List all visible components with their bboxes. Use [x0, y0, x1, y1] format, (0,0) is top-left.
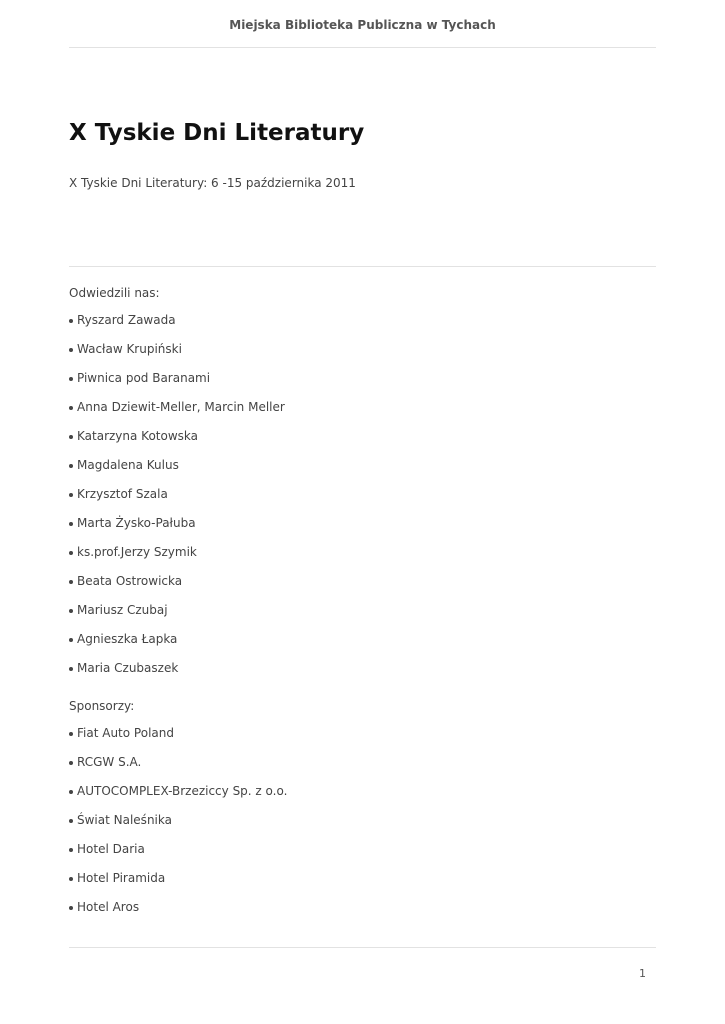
list-item: Anna Dziewit-Meller, Marcin Meller	[69, 399, 656, 415]
list-item: Marta Żysko-Pałuba	[69, 515, 656, 531]
list-item: Hotel Daria	[69, 841, 656, 857]
list-item: Maria Czubaszek	[69, 660, 656, 676]
list-item: RCGW S.A.	[69, 754, 656, 770]
list-item: Hotel Aros	[69, 899, 656, 915]
list-item: AUTOCOMPLEX-Brzeziccy Sp. z o.o.	[69, 783, 656, 799]
list-item: Mariusz Czubaj	[69, 602, 656, 618]
list-item: Magdalena Kulus	[69, 457, 656, 473]
sponsors-list	[69, 725, 656, 915]
article-subtitle: X Tyskie Dni Literatury: 6 -15 października 2011	[69, 176, 356, 190]
footer-divider	[69, 947, 656, 948]
page-title: X Tyskie Dni Literatury	[69, 120, 365, 146]
sponsors-label: Sponsorzy:	[69, 699, 135, 713]
list-item: Piwnica pod Baranami	[69, 370, 656, 386]
list-item: Fiat Auto Poland	[69, 725, 656, 741]
list-item: Wacław Krupiński	[69, 341, 656, 357]
list-item: Hotel Piramida	[69, 870, 656, 886]
list-item: ks.prof.Jerzy Szymik	[69, 544, 656, 560]
list-item: Świat Naleśnika	[69, 812, 656, 828]
list-item: Agnieszka Łapka	[69, 631, 656, 647]
visitors-list	[69, 312, 656, 676]
list-item: Krzysztof Szala	[69, 486, 656, 502]
site-name: Miejska Biblioteka Publiczna w Tychach	[229, 18, 496, 32]
header-divider	[69, 47, 656, 48]
list-item: Katarzyna Kotowska	[69, 428, 656, 444]
visitors-label: Odwiedzili nas:	[69, 286, 160, 300]
list-item: Ryszard Zawada	[69, 312, 656, 328]
page-number: 1	[639, 967, 646, 980]
article-body	[69, 285, 656, 915]
list-item: Beata Ostrowicka	[69, 573, 656, 589]
content-divider	[69, 266, 656, 267]
